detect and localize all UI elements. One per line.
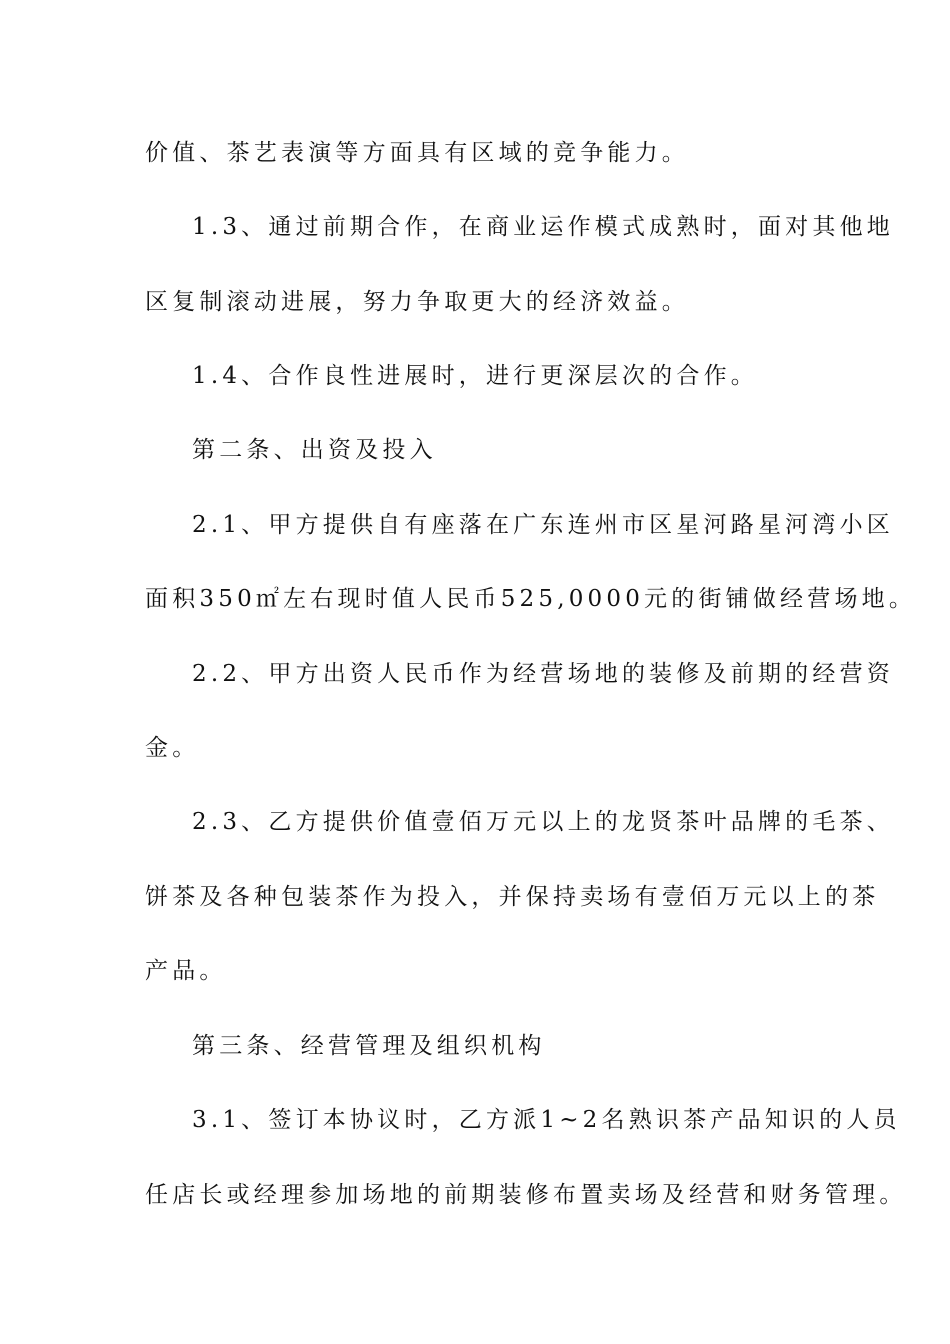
- clause-2-1-line-2: 面积350㎡左右现时值人民币525,0000元的街铺做经营场地。: [145, 586, 917, 612]
- clause-3-1-line-1: 3.1、签订本协议时，乙方派1~2名熟识茶产品知识的人员: [192, 1107, 901, 1133]
- section-heading-article-3: 第三条、经营管理及组织机构: [192, 1033, 546, 1059]
- clause-1-3-line-1: 1.3、通过前期合作，在商业运作模式成熟时，面对其他地: [192, 214, 894, 240]
- clause-2-2-line-1: 2.2、甲方出资人民币作为经营场地的装修及前期的经营资: [192, 661, 894, 687]
- clause-3-1-line-2: 任店长或经理参加场地的前期装修布置卖场及经营和财务管理。: [145, 1182, 907, 1208]
- clause-1-3-line-2: 区复制滚动进展，努力争取更大的经济效益。: [145, 289, 689, 315]
- section-heading-article-2: 第二条、出资及投入: [192, 437, 437, 463]
- paragraph-continuation-line: 价值、茶艺表演等方面具有区域的竞争能力。: [145, 140, 689, 166]
- clause-2-2-line-2: 金。: [145, 735, 200, 761]
- clause-2-3-line-2: 饼茶及各种包装茶作为投入，并保持卖场有壹佰万元以上的茶: [145, 884, 880, 910]
- clause-2-3-line-3: 产品。: [145, 958, 227, 984]
- clause-1-4: 1.4、合作良性进展时，进行更深层次的合作。: [192, 363, 758, 389]
- clause-2-1-line-1: 2.1、甲方提供自有座落在广东连州市区星河路星河湾小区: [192, 512, 894, 538]
- clause-2-3-line-1: 2.3、乙方提供价值壹佰万元以上的龙贤茶叶品牌的毛茶、: [192, 809, 894, 835]
